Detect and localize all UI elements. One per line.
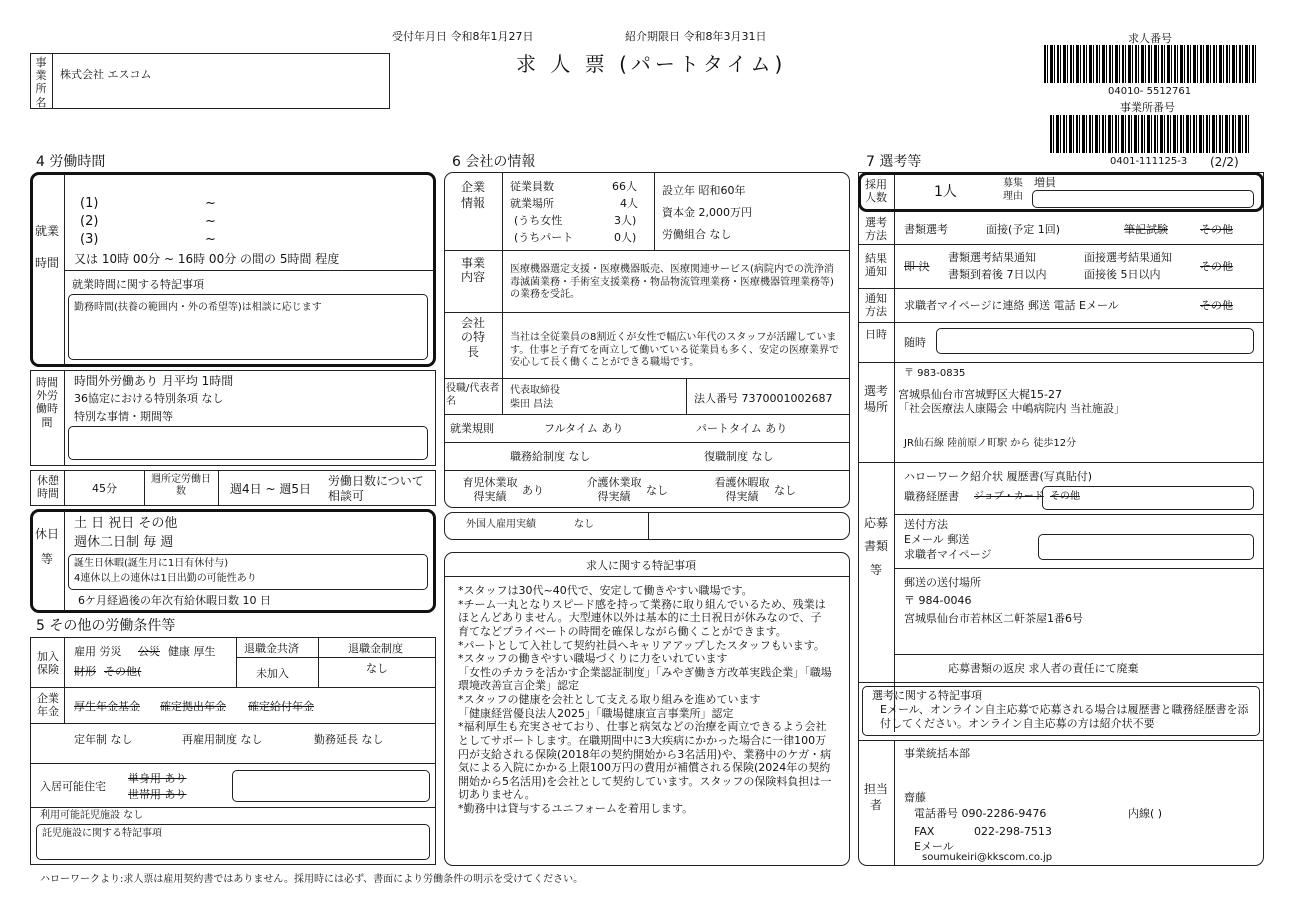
footer-note: ハローワークより:求人票は雇用契約書ではありません。採用時には必ず、書面により労働条件の明示を受けてください。 (40, 874, 584, 885)
representative-title: 代表取締役 (510, 385, 560, 396)
insurance-other: その他( (104, 665, 142, 678)
zip-2: 〒 984-0046 (904, 594, 972, 607)
housing-label: 入居可能住宅 (40, 780, 106, 793)
address-2: 宮城県仙台市若林区二軒茶屋1番6号 (904, 612, 1083, 625)
extension: 内線( ) (1128, 807, 1163, 820)
feature: 当社は全従業員の8割近くが女性で幅広い年代のスタッフが活躍しています。仕事と子育てを両立して働いている従業員も多く、安定の医療業界で安心して長く働くことができる職場です。 (510, 332, 839, 368)
weekdays-label: 週所定労働日数 (151, 474, 211, 497)
telephone: 電話番号 090-2286-9476 (914, 807, 1047, 820)
holiday-note-2: 4連休以上の連休は1日出勤の可能性あり (74, 573, 257, 584)
corporate-number: 法人番号 7370001002687 (694, 392, 833, 405)
business: 医療機器選定支援・医療機器販売、医療関連サービス(病院内での洗浄消毒滅菌業務・手術室支援業務・物品物流管理業務・医療機器管理業務等)の業務を受託。 (510, 264, 834, 300)
result-label: 結果通知 (865, 252, 887, 279)
result-other: その他 (1200, 260, 1233, 273)
representative-name: 柴田 昌法 (510, 399, 554, 410)
feature-label: 会社の特長 (460, 316, 485, 359)
received-date: 受付年月日 令和8年1月27日 (392, 30, 534, 43)
method-written: 筆記試験 (1124, 223, 1168, 236)
email[interactable]: soumukeiri@kkscom.co.jp (922, 852, 1053, 863)
insurance-zaikei: 財形 (74, 665, 96, 678)
fax-label: FAX (914, 825, 935, 838)
notify: 求職者マイページに連絡 郵送 電話 Eメール (904, 299, 1119, 312)
pension-label: 企業年金 (37, 692, 59, 719)
method-other: その他 (1200, 223, 1233, 236)
pension-2: 確定拠出年金 (160, 700, 226, 713)
holidays: 土 日 祝日 その他 (74, 516, 178, 531)
insurance-struck: 公災 (138, 645, 160, 658)
allowance: 職務給制度 なし (510, 450, 591, 463)
overtime-label: 時間外労働時間 (36, 376, 58, 429)
reason-label: 募集理由 (1003, 178, 1023, 202)
contact-person: 齋藤 (904, 791, 926, 804)
holiday-note-1: 誕生日休暇(誕生月に1日有休付与) (74, 558, 229, 569)
housing-2: 世帯用 あり (128, 788, 187, 801)
result-immediate: 即 決 (904, 260, 930, 273)
rules-full: フルタイム あり (544, 422, 624, 435)
childcare: 利用可能託児施設 なし (40, 810, 144, 821)
overtime-36: 36協定における特別条項 なし (74, 392, 224, 405)
special-notes-title: 求人に関する特記事項 (586, 559, 696, 572)
break-time: 45分 (92, 482, 117, 495)
retirement-system-label: 退職金制度 (348, 642, 403, 655)
retirement-mutual: 未加入 (256, 667, 289, 680)
date: 随時 (904, 336, 926, 349)
result-documents-days: 書類到着後 7日以内 (948, 268, 1047, 281)
union: 労働組合 なし (662, 228, 732, 241)
rules-label: 就業規則 (450, 422, 494, 435)
childcare-leave: あり (522, 484, 544, 497)
work-hours-label: 就業時間 (34, 224, 59, 271)
contact-label: 担当者 (863, 782, 888, 812)
send-to-label: 郵送の送付場所 (904, 576, 981, 589)
childcare-note: 託児施設に関する特記事項 (42, 828, 162, 839)
founded: 設立年 昭和60年 (662, 184, 746, 197)
referral-end-date: 紹介期限日 令和8年3月31日 (625, 30, 767, 43)
result-interview: 面接選考結果通知 (1084, 251, 1172, 264)
notify-label: 通知方法 (865, 292, 887, 319)
paid-leave: 6ケ月経過後の年次有給休暇日数 10 日 (78, 594, 271, 607)
break-label: 休憩時間 (37, 474, 59, 501)
section-5-title: 5 その他の労働条件等 (36, 618, 176, 634)
weekdays: 週4日 ~ 週5日 (230, 482, 311, 496)
company-info-label: 企業情報 (460, 180, 485, 210)
special-notes: *スタッフは30代~40代で、安定して働きやすい職場です。 *チーム一丸となりスピード感を持って業務に取り組んでいるため、残業はほとんどありません。大型連休以外は基本的に土日祝日が休みなので、子育てなどプライベートの時間を確保しながら働くことができます。 *パートとして入社して契約社員へキャリアアップしたスタッフもいます。 *スタッフの働きやすい職場づくりに力をいれています 「女性のチカラを活かす企業認証制度」「みやぎ働き方改革実践企業」「職場環境改善宣言企業」認定 *スタッフの健康を会社として支える取り組みを進めています 「健康経営優良法人2025」「職場健康宣言事業所」認定 *福利厚生も充実させており、仕事と病気などの治療を両立できるよう会社としてサポートします。在職期間中に3大疾病にかかった場合に一律100万円が支給される保険(2018年の契約開始から3名活用)や、業務中のケガ・病気による入院にかかる上限100万円の費用が補償される保険(2024年の契約開始から5名活用)を会社として契約しています。スタッフの保険料負担は一切ありません。 *勤務中は貸与するユニフォームを着用します。 (458, 584, 832, 815)
address-1b: 「社会医療法人康陽会 中嶋病院内 当社施設」 (898, 402, 1125, 415)
foreign: なし (574, 519, 594, 530)
job-number-label: 求人番号 (1128, 32, 1172, 45)
part: 0人) (614, 231, 637, 244)
shift-1: (1) (80, 196, 99, 211)
work-hours-note: 勤務時間(扶養の範囲内・外の希望等)は相談に応じます (74, 302, 322, 313)
documents-1: ハローワーク紹介状 履歴書(写真貼付) (904, 470, 1093, 483)
retirement-mutual-label: 退職金共済 (244, 642, 299, 655)
fax: 022-298-7513 (974, 825, 1052, 838)
notify-other: その他 (1200, 299, 1233, 312)
rules-part: パートタイム あり (696, 422, 788, 435)
nursing-leave: なし (646, 484, 668, 497)
reason: 増員 (1034, 176, 1056, 189)
send-methods: Eメール 郵送 (904, 533, 970, 546)
employees-label: 従業員数 (510, 180, 554, 193)
email-label: Eメール (914, 840, 954, 853)
women: 3人) (614, 214, 637, 227)
method-label: 選考方法 (865, 216, 887, 243)
documents-label: 応募書類等 (863, 516, 888, 577)
nursing-leave-label: 介護休業取得実績 (586, 476, 642, 503)
method-interview: 面接(予定 1回) (986, 223, 1061, 236)
overtime: 時間外労働あり 月平均 1時間 (74, 374, 234, 388)
foreign-label: 外国人雇用実績 (466, 519, 536, 530)
page-title: 求 人 票 (パートタイム) (516, 52, 787, 76)
office-number-label: 事業所番号 (1120, 101, 1175, 114)
employees: 66人 (612, 180, 637, 193)
result-documents: 書類選考結果通知 (948, 251, 1036, 264)
pension-3: 確定給付年金 (248, 700, 314, 713)
section-7-title: 7 選考等 (866, 154, 922, 170)
women-label: (うち女性 (514, 214, 563, 227)
housing-1: 単身用 あり (128, 772, 187, 785)
address-1: 宮城県仙台市宮城野区大梶15-27 (898, 388, 1062, 401)
insurance-label: 加入保険 (37, 650, 59, 677)
page-number: (2/2) (1210, 155, 1239, 169)
date-label: 日時 (865, 328, 887, 341)
extension: 勤務延長 なし (314, 733, 384, 746)
hire-count: 1人 (934, 184, 957, 200)
shift-2: (2) (80, 214, 99, 229)
send-label: 送付方法 (904, 518, 948, 531)
shift-alternative: 又は 10時 00分 ~ 16時 00分 の間の 5時間 程度 (74, 252, 340, 266)
site-employees-label: 就業場所 (510, 197, 554, 210)
department: 事業統括本部 (904, 747, 970, 760)
result-interview-days: 面接後 5日以内 (1084, 268, 1161, 281)
retirement-age: 定年制 なし (74, 733, 133, 746)
insurance-1: 雇用 労災 (74, 645, 122, 658)
company-name: 株式会社 エスコム (60, 68, 152, 81)
representative-label: 役職/代表者名 (446, 383, 500, 407)
insurance-2: 健康 厚生 (168, 645, 216, 658)
holidays-label: 休日等 (34, 527, 59, 567)
zip-1: 〒 983-0835 (904, 368, 966, 379)
documents-other: その他 (1050, 491, 1080, 502)
site-employees: 4人 (620, 197, 638, 210)
method-documents: 書類選考 (904, 223, 948, 236)
pension-1: 厚生年金基金 (74, 700, 140, 713)
weekdays-note: 労働日数について相談可 (328, 474, 424, 503)
selection-note: Eメール、オンライン自主応募で応募される場合は履歴書と職務経歴書を添付してください。オンライン自主応募の方は紹介状不要 (880, 703, 1249, 730)
office-number-barcode (1050, 115, 1250, 153)
shift-3: (3) (80, 232, 99, 247)
return-documents: 応募書類の返戻 求人者の責任にて廃棄 (948, 662, 1139, 675)
job-number-barcode (1044, 45, 1258, 83)
capital: 資本金 2,000万円 (662, 206, 752, 219)
care-leave: なし (774, 484, 796, 497)
place-label: 選考場所 (863, 384, 888, 414)
office-number: 0401-111125-3 (1110, 156, 1188, 167)
care-leave-label: 看護休暇取得実績 (714, 476, 770, 503)
return-system: 復職制度 なし (704, 450, 774, 463)
section-4-title: 4 労働時間 (36, 154, 106, 170)
retirement-system: なし (366, 662, 388, 675)
access: JR仙石線 陸前原ノ町駅 から 徒歩12分 (904, 438, 1077, 449)
section-6-title: 6 会社の情報 (452, 154, 536, 170)
weekly-holidays: 週休二日制 毎 週 (74, 535, 174, 550)
childcare-leave-label: 育児休業取得実績 (462, 476, 518, 503)
job-number: 04010- 5512761 (1108, 86, 1192, 97)
rehire: 再雇用制度 なし (182, 733, 263, 746)
work-hours-note-label: 就業時間に関する特記事項 (72, 278, 204, 291)
business-label: 事業内容 (460, 256, 485, 285)
hire-label: 採用人数 (865, 178, 887, 205)
company-label: 事業所名 (35, 56, 47, 109)
send-mypage: 求職者マイページ (904, 548, 992, 561)
documents-jobcard: ジョブ・カード (974, 491, 1044, 502)
overtime-special: 特別な事情・期間等 (74, 410, 173, 423)
selection-note-title: 選考に関する特記事項 (872, 689, 982, 702)
documents-2: 職務経歴書 (904, 490, 959, 503)
part-label: (うちパート (514, 231, 574, 244)
